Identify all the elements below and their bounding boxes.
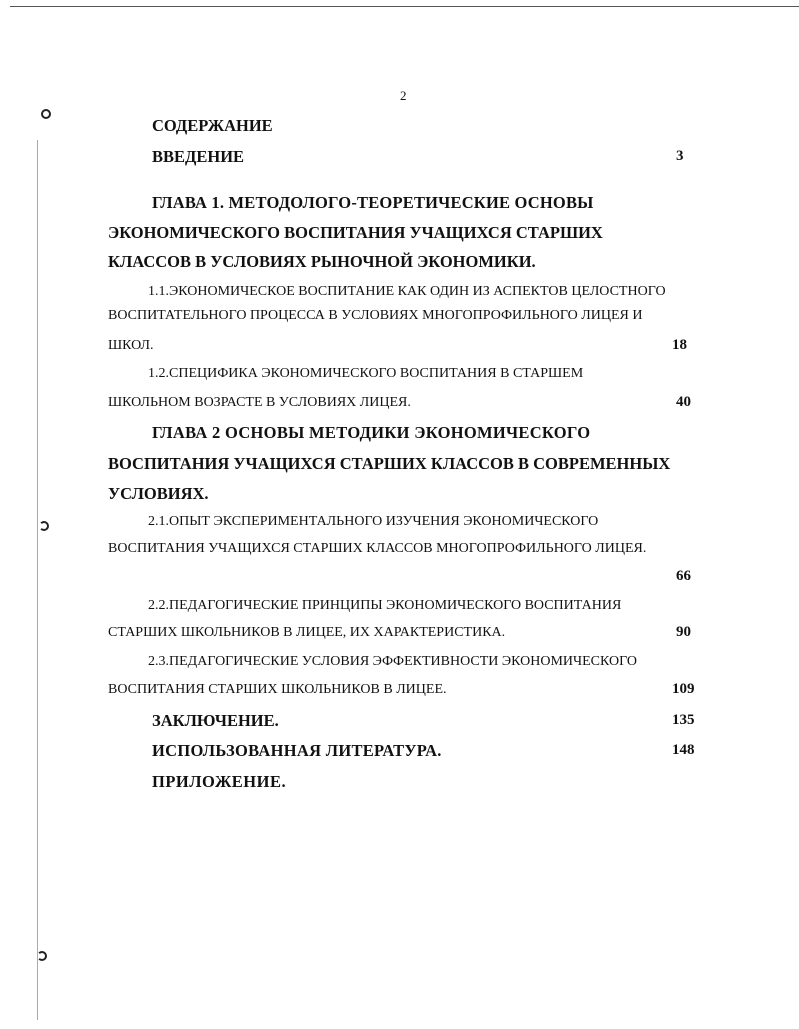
scan-left-edge-line: [37, 140, 38, 1020]
punch-hole-mark-icon: [37, 951, 47, 961]
page-number: 2: [400, 88, 407, 103]
toc-page: 3: [676, 148, 684, 164]
toc-chapter-1: КЛАССОВ В УСЛОВИЯХ РЫНОЧНОЙ ЭКОНОМИКИ.: [108, 252, 536, 271]
toc-chapter-2: ВОСПИТАНИЯ УЧАЩИХСЯ СТАРШИХ КЛАССОВ В СОВРЕМЕННЫХ: [108, 454, 671, 473]
toc-page: 66: [676, 568, 691, 584]
toc-section-2-1: ВОСПИТАНИЯ УЧАЩИХСЯ СТАРШИХ КЛАССОВ МНОГОПРОФИЛЬНОГО ЛИЦЕЯ.: [108, 541, 647, 556]
scan-top-edge-line: [10, 6, 799, 7]
toc-title: СОДЕРЖАНИЕ: [152, 116, 273, 135]
toc-page: 90: [676, 624, 691, 640]
toc-chapter-1: ГЛАВА 1. МЕТОДОЛОГО-ТЕОРЕТИЧЕСКИЕ ОСНОВЫ: [152, 193, 594, 212]
toc-section-2-3: 2.3.ПЕДАГОГИЧЕСКИЕ УСЛОВИЯ ЭФФЕКТИВНОСТИ ЭКОНОМИЧЕСКОГО: [148, 654, 637, 669]
toc-section-2-2: 2.2.ПЕДАГОГИЧЕСКИЕ ПРИНЦИПЫ ЭКОНОМИЧЕСКОГО ВОСПИТАНИЯ: [148, 598, 622, 613]
toc-section-2-1: 2.1.ОПЫТ ЭКСПЕРИМЕНТАЛЬНОГО ИЗУЧЕНИЯ ЭКОНОМИЧЕСКОГО: [148, 514, 599, 529]
toc-chapter-2: УСЛОВИЯХ.: [108, 484, 209, 503]
toc-page: 40: [676, 394, 691, 410]
toc-chapter-1: ЭКОНОМИЧЕСКОГО ВОСПИТАНИЯ УЧАЩИХСЯ СТАРШИХ: [108, 223, 603, 242]
toc-section-2-2: СТАРШИХ ШКОЛЬНИКОВ В ЛИЦЕЕ, ИХ ХАРАКТЕРИСТИКА.: [108, 625, 506, 640]
toc-section-1-1: ВОСПИТАТЕЛЬНОГО ПРОЦЕССА В УСЛОВИЯХ МНОГОПРОФИЛЬНОГО ЛИЦЕЯ И: [108, 308, 643, 323]
punch-hole-mark-icon: [41, 109, 51, 119]
toc-entry-introduction: ВВЕДЕНИЕ: [152, 147, 245, 166]
toc-section-1-1: ШКОЛ.: [108, 338, 154, 353]
toc-chapter-2: ГЛАВА 2 ОСНОВЫ МЕТОДИКИ ЭКОНОМИЧЕСКОГО: [152, 423, 591, 442]
toc-entry-references: ИСПОЛЬЗОВАННАЯ ЛИТЕРАТУРА.: [152, 741, 442, 760]
toc-page: 18: [672, 337, 687, 353]
toc-section-1-2: 1.2.СПЕЦИФИКА ЭКОНОМИЧЕСКОГО ВОСПИТАНИЯ В СТАРШЕМ: [148, 366, 584, 381]
toc-page: 135: [672, 712, 695, 728]
punch-hole-mark-icon: [39, 521, 49, 531]
toc-section-1-2: ШКОЛЬНОМ ВОЗРАСТЕ В УСЛОВИЯХ ЛИЦЕЯ.: [108, 395, 411, 410]
toc-section-1-1: 1.1.ЭКОНОМИЧЕСКОЕ ВОСПИТАНИЕ КАК ОДИН ИЗ АСПЕКТОВ ЦЕЛОСТНОГО: [148, 284, 666, 299]
toc-section-2-3: ВОСПИТАНИЯ СТАРШИХ ШКОЛЬНИКОВ В ЛИЦЕЕ.: [108, 682, 447, 697]
toc-page: 148: [672, 742, 695, 758]
toc-entry-conclusion: ЗАКЛЮЧЕНИЕ.: [152, 711, 279, 730]
toc-entry-appendix: ПРИЛОЖЕНИЕ.: [152, 772, 287, 791]
toc-page: 109: [672, 681, 695, 697]
